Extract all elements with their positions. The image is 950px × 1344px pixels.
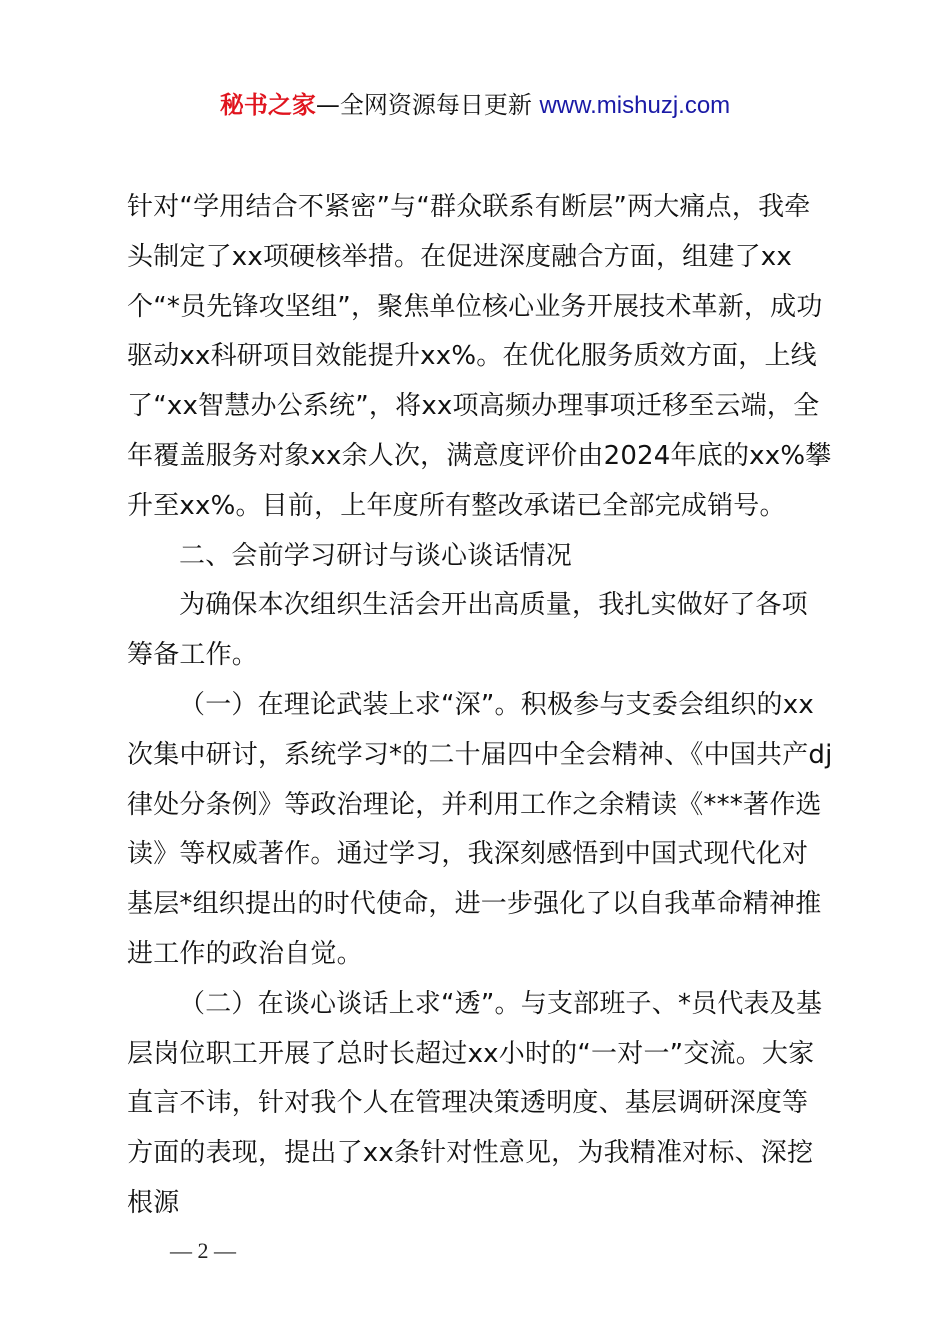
paragraph: （二）在谈心谈话上求“透”。与支部班子、*员代表及基层岗位职工开展了总时长超过xx小时的“一对一”交流。大家直言不讳，针对我个人在管理决策透明度、基层调研深度等方面的表现，提出了xx条针对性意见，为我精准对标、深挖根源 <box>127 988 823 1218</box>
paragraph: 为确保本次组织生活会开出高质量，我扎实做好了各项筹备工作。 <box>127 590 808 671</box>
document-body <box>127 183 833 1229</box>
site-header <box>0 88 950 123</box>
brand-name: 秘书之家 <box>219 91 316 119</box>
page-number: — 2 — <box>170 1238 236 1263</box>
paragraph: （一）在理论武装上求“深”。积极参与支委会组织的xx次集中研讨，系统学习*的二十届四中全会精神、《中国共产dj律处分条例》等政治理论，并利用工作之余精读《***著作选读》等权威著作。通过学习，我深刻感悟到中国式现代化对基层*组织提出的时代使命，进一步强化了以自我革命精神推进工作的政治自觉。 <box>127 689 833 969</box>
site-url-link[interactable]: www.mishuzj.com <box>539 92 731 119</box>
paragraph-continuation: 针对“学用结合不紧密”与“群众联系有断层”两大痛点，我牵头制定了xx项硬核举措。在促进深度融合方面，组建了xx个“*员先锋攻坚组”，聚焦单位核心业务开展技术革新，成功驱动xx科研项目效能提升xx%。在优化服务质效方面，上线了“xx智慧办公系统”，将xx项高频办理事项迁移至云端，全年覆盖服务对象xx余人次，满意度评价由2024年底的xx%攀升至xx%。目前，上年度所有整改承诺已全部完成销号。 <box>127 192 832 521</box>
section-heading: 二、会前学习研讨与谈心谈话情况 <box>179 540 573 571</box>
header-tagline: —全网资源每日更新 <box>315 91 540 119</box>
